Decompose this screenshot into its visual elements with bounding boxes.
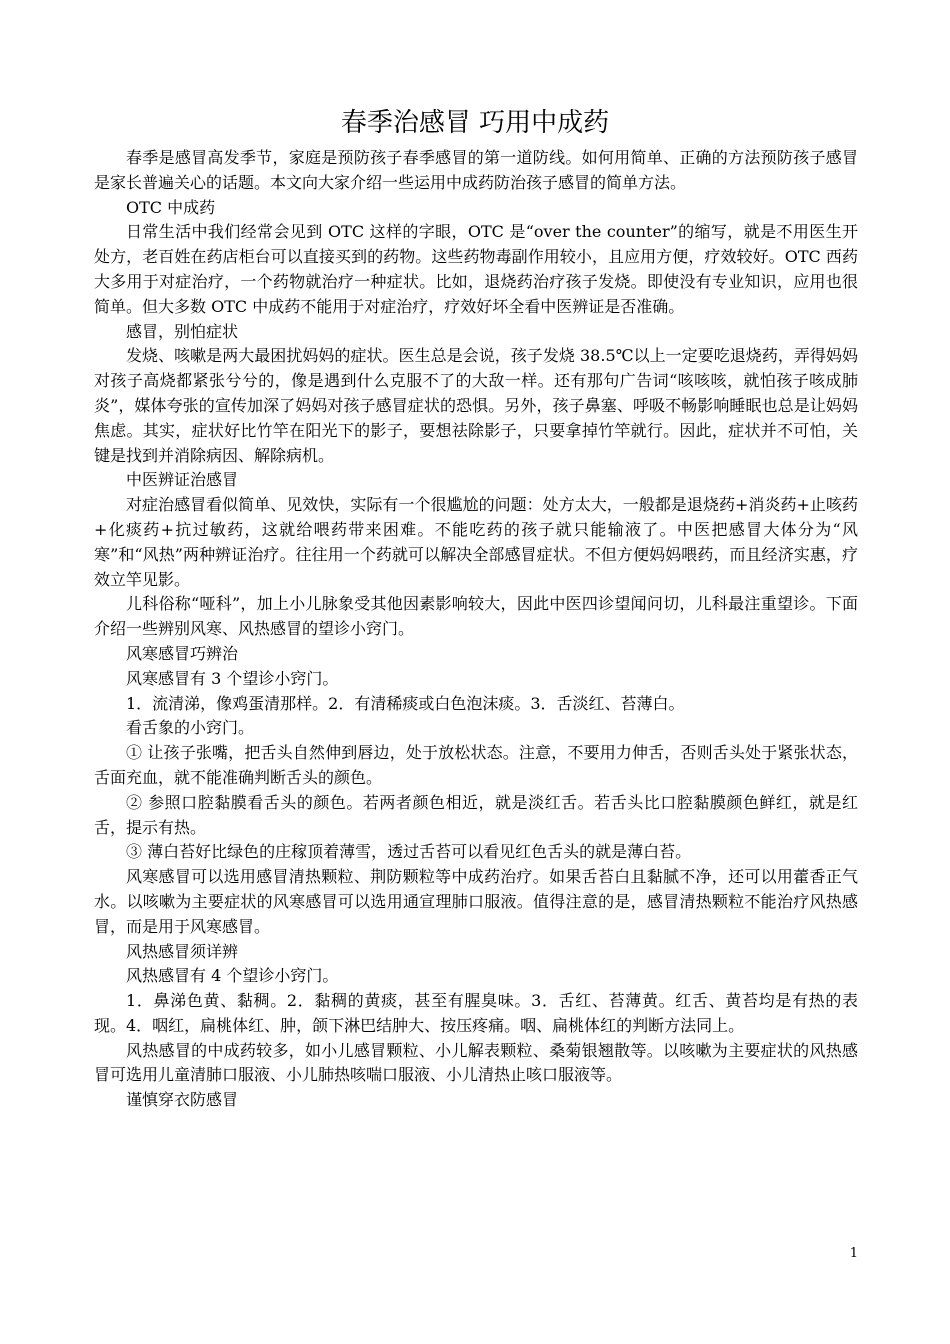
paragraph-wind-heat-medicine: 风热感冒的中成药较多，如小儿感冒颗粒、小儿解表颗粒、桑菊银翘散等。以咳嗽为主要症状的风热感冒可选用儿童清肺口服液、小儿肺热咳喘口服液、小儿清热止咳口服液等。 [94, 1040, 858, 1085]
paragraph-wind-cold-medicine: 风寒感冒可以选用感冒清热颗粒、荆防颗粒等中成药治疗。如果舌苔白且黏腻不净，还可以用藿香正气水。以咳嗽为主要症状的风寒感冒可以选用通宣理肺口服液。值得注意的是，感冒清热颗粒不能治疗风热感冒，而是用于风寒感冒。 [94, 867, 858, 936]
section-heading-otc: OTC 中成药 [126, 197, 216, 217]
paragraph-pediatrics: 儿科俗称“哑科”，加上小儿脉象受其他因素影响较大，因此中医四诊望闻问切，儿科最注重望诊。下面介绍一些辨别风寒、风热感冒的望诊小窍门。 [94, 594, 858, 639]
paragraph-wind-cold-list: 1．流清涕，像鸡蛋清那样。2．有清稀痰或白色泡沫痰。3．舌淡红、苔薄白。 [126, 693, 685, 713]
paragraph-tongue-3: ③ 薄白苔好比绿色的庄稼顶着薄雪，透过舌苔可以看见红色舌头的就是薄白苔。 [126, 842, 692, 862]
section-heading-clothing: 谨慎穿衣防感冒 [126, 1090, 239, 1110]
document-title: 春季治感冒 巧用中成药 [340, 108, 610, 138]
paragraph-tongue-2: ② 参照口腔黏膜看舌头的颜色。若两者颜色相近，就是淡红舌。若舌头比口腔黏膜颜色鲜红，就是红舌，提示有热。 [94, 792, 858, 837]
paragraph-wind-heat-tips: 风热感冒有 4 个望诊小窍门。 [126, 966, 339, 986]
paragraph-otc: 日常生活中我们经常会见到 OTC 这样的字眼，OTC 是“over the counter”的缩写，就是不用医生开处方，老百姓在药店柜台可以直接买到的药物。这些药物毒副作用较小，且应用方便，疗效较好。OTC 西药大多用于对症治疗，一个药物就治疗一种症状。比如，退烧药治疗孩子发烧。即使没有专业知识，应用也很简单。但大多数 OTC 中成药不能用于对症治疗，疗效好坏全看中医辨证是否准确。 [94, 222, 858, 316]
section-heading-tcm: 中医辨证治感冒 [126, 470, 239, 490]
section-heading-symptoms: 感冒，别怕症状 [126, 321, 239, 341]
section-heading-wind-heat: 风热感冒须详辨 [126, 941, 239, 961]
paragraph-tongue-1: ① 让孩子张嘴，把舌头自然伸到唇边，处于放松状态。注意，不要用力伸舌，否则舌头处于紧张状态，舌面充血，就不能准确判断舌头的颜色。 [94, 743, 858, 787]
paragraph-wind-cold-tips: 风寒感冒有 3 个望诊小窍门。 [126, 668, 339, 688]
paragraph-symptoms: 发烧、咳嗽是两大最困扰妈妈的症状。医生总是会说，孩子发烧 38.5℃以上一定要吃退烧药，弄得妈妈对孩子高烧都紧张兮兮的，像是遇到什么克服不了的大敌一样。还有那句广告词“咳咳咳，就怕孩子咳成肺炎”，媒体夸张的宣传加深了妈妈对孩子感冒症状的恐惧。另外，孩子鼻塞、呼吸不畅影响睡眠也总是让妈妈焦虑。其实，症状好比竹竿在阳光下的影子，要想祛除影子，只要拿掉竹竿就行。因此，症状并不可怕，关键是找到并消除病因、解除病机。 [94, 346, 858, 465]
document-body [94, 146, 858, 1113]
paragraph-tongue-tips: 看舌象的小窍门。 [126, 718, 255, 738]
paragraph-wind-heat-list: 1．鼻涕色黄、黏稠。2．黏稠的黄痰，甚至有腥臭味。3．舌红、苔薄黄。红舌、黄苔均是有热的表现。4．咽红，扁桃体红、肿，颌下淋巴结肿大、按压疼痛。咽、扁桃体红的判断方法同上。 [94, 991, 858, 1035]
page-number: 1 [849, 1246, 858, 1261]
section-heading-wind-cold: 风寒感冒巧辨治 [126, 643, 239, 663]
paragraph-intro: 春季是感冒高发季节，家庭是预防孩子春季感冒的第一道防线。如何用简单、正确的方法预防孩子感冒是家长普遍关心的话题。本文向大家介绍一些运用中成药防治孩子感冒的简单方法。 [94, 148, 858, 192]
paragraph-tcm: 对症治感冒看似简单、见效快，实际有一个很尴尬的问题：处方太大，一般都是退烧药+消炎药+止咳药+化痰药+抗过敏药，这就给喂药带来困难。不能吃药的孩子就只能输液了。中医把感冒大体分为“风寒”和“风热”两种辨证治疗。往往用一个药就可以解决全部感冒症状。不但方便妈妈喂药，而且经济实惠，疗效立竿见影。 [94, 495, 858, 589]
